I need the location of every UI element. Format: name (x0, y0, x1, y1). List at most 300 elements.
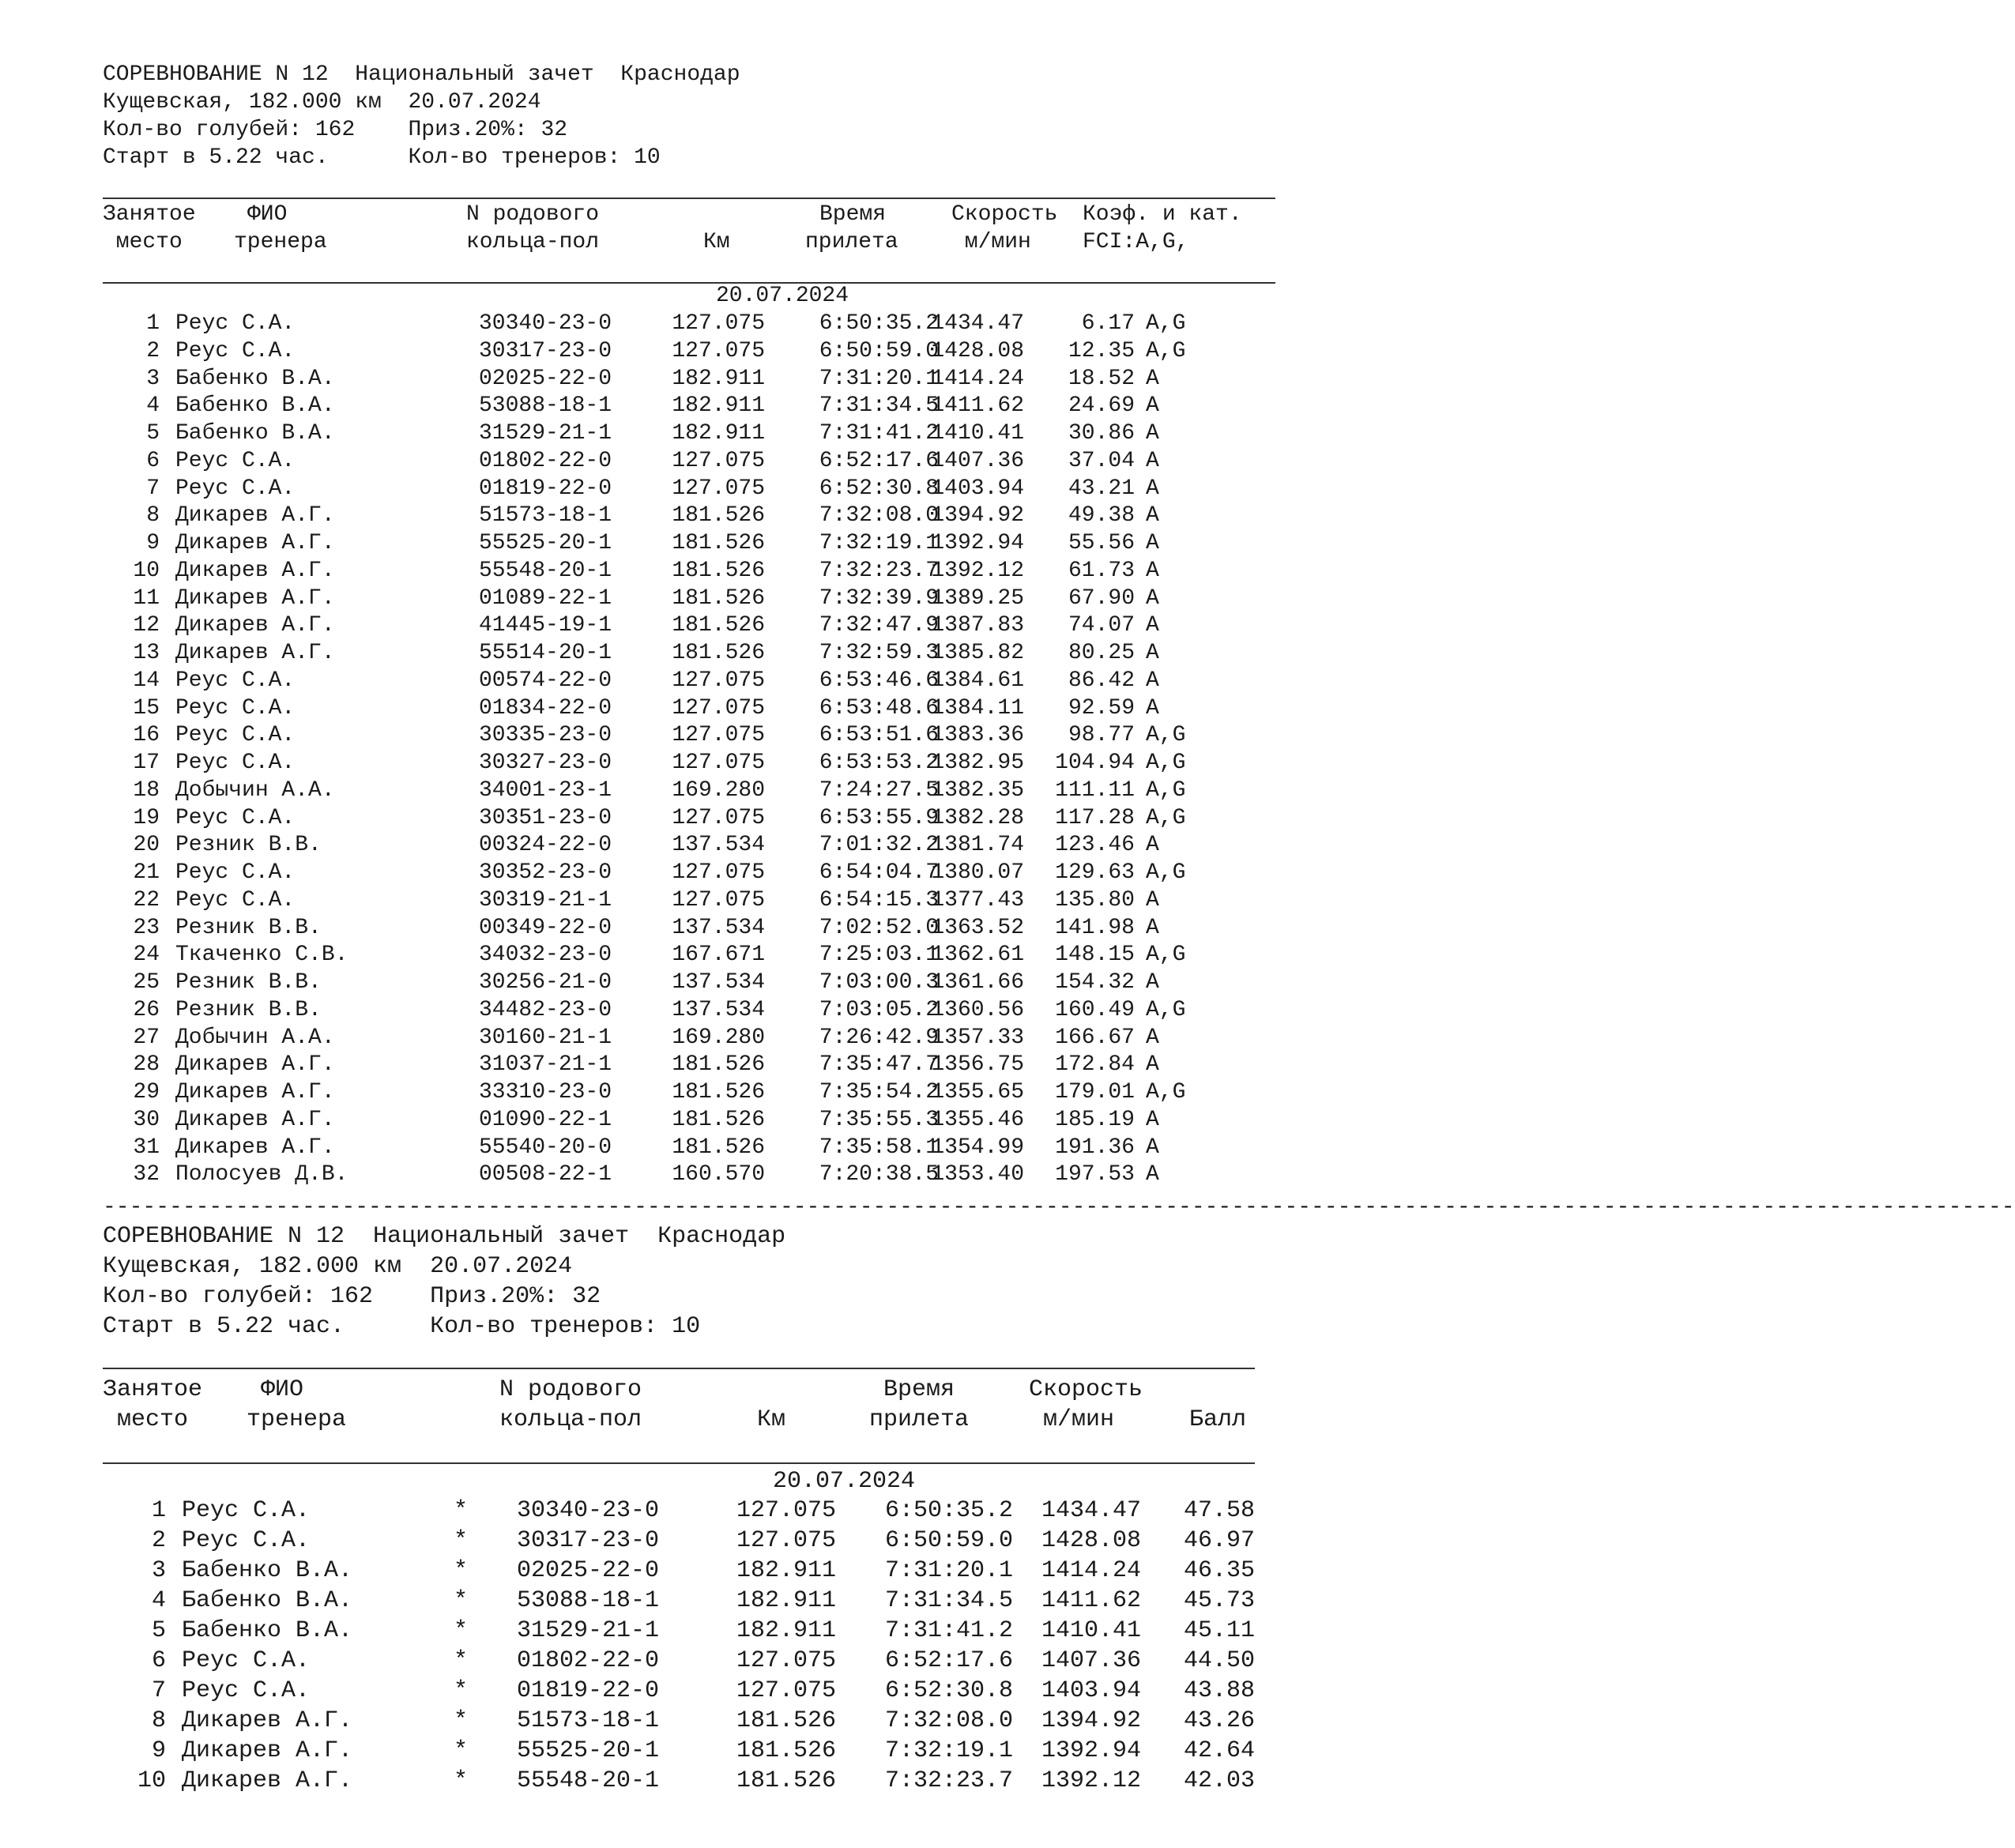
cell-speed: 1382.35 (931, 777, 1024, 803)
cell-place: 26 (133, 997, 160, 1022)
col-coef-1: Коэф. и кат. (1083, 202, 1242, 227)
header-start: Старт в 5.22 час. Кол-во тренеров: 10 (103, 1313, 701, 1340)
cell-place: 18 (133, 777, 160, 803)
table-row (0, 1647, 1307, 1674)
cell-ring: 55548-20-1 (479, 558, 612, 583)
cell-name: Добычин А.А. (175, 1025, 335, 1050)
cell-ring: 53088-18-1 (517, 1587, 660, 1614)
cell-coef: 148.15 (1055, 943, 1135, 968)
cell-time: 7:32:59.3 (819, 641, 939, 665)
cell-ring: 02025-22-0 (517, 1557, 660, 1584)
cell-speed: 1411.62 (1041, 1587, 1141, 1614)
cell-coef: 111.11 (1055, 777, 1135, 803)
cell-speed: 1414.24 (1041, 1557, 1141, 1584)
cell-km: 182.911 (736, 1617, 836, 1644)
cell-speed: 1363.52 (931, 915, 1024, 940)
cell-time: 7:31:34.5 (819, 393, 939, 419)
cell-speed: 1353.40 (931, 1162, 1024, 1187)
cell-coef: 104.94 (1055, 751, 1135, 775)
cell-cat: A (1146, 641, 1159, 665)
table-row (0, 338, 1307, 365)
cell-cat: A (1146, 887, 1159, 913)
cell-speed: 1361.66 (931, 970, 1024, 995)
cell-ring: 30317-23-0 (517, 1527, 660, 1554)
cell-ring: 30340-23-0 (479, 311, 612, 336)
cell-coef: 86.42 (1068, 668, 1135, 693)
table-row (0, 777, 1307, 804)
cell-ring: 34482-23-0 (479, 997, 612, 1022)
cell-name: Дикарев А.Г. (175, 1107, 335, 1132)
cell-speed: 1381.74 (931, 833, 1024, 858)
cell-speed: 1362.61 (931, 943, 1024, 968)
cell-name: Реус С.А. (182, 1497, 311, 1524)
cell-place: 1 (146, 311, 160, 336)
cell-km: 181.526 (672, 585, 765, 611)
cell-cat: A (1146, 421, 1159, 446)
cell-time: 6:53:51.6 (819, 723, 939, 748)
col-name-1: ФИО (261, 1376, 304, 1403)
table-row (0, 1025, 1307, 1052)
cell-speed: 1403.94 (931, 476, 1024, 501)
cell-speed: 1354.99 (931, 1135, 1024, 1160)
col-place-1: Занятое (103, 202, 196, 227)
cell-speed: 1377.43 (931, 887, 1024, 913)
cell-km: 127.075 (672, 805, 765, 830)
cell-time: 7:35:54.2 (819, 1080, 939, 1105)
cell-name: Добычин А.А. (175, 777, 335, 803)
cell-place: 31 (133, 1135, 160, 1160)
cell-km: 160.570 (672, 1162, 765, 1187)
cell-coef: 18.52 (1068, 366, 1135, 391)
cell-speed: 1394.92 (1041, 1707, 1141, 1734)
cell-coef: 80.25 (1068, 641, 1135, 665)
cell-km: 127.075 (672, 887, 765, 913)
cell-coef: 141.98 (1055, 915, 1135, 940)
cell-place: 4 (151, 1587, 166, 1614)
cell-name: Реус С.А. (175, 448, 296, 473)
cell-km: 169.280 (672, 777, 765, 803)
cell-km: 127.075 (736, 1527, 836, 1554)
header-title: СОРЕВНОВАНИЕ N 12 Национальный зачет Краснодар (103, 1223, 786, 1250)
cell-name: Резник В.В. (175, 997, 322, 1022)
cell-place: 19 (133, 805, 160, 830)
cell-km: 181.526 (672, 558, 765, 583)
cell-name: Полосуев Д.В. (175, 1162, 348, 1187)
cell-time: 6:52:17.6 (884, 1647, 1013, 1674)
cell-place: 24 (133, 943, 160, 968)
cell-cat: A (1146, 1162, 1159, 1187)
cell-score: 46.35 (1183, 1557, 1255, 1584)
table-row (0, 722, 1307, 749)
cell-name: Бабенко В.А. (175, 421, 335, 446)
cell-ring: 30327-23-0 (479, 751, 612, 775)
table-row (0, 448, 1307, 475)
cell-km: 137.534 (672, 970, 765, 995)
cell-coef: 49.38 (1068, 503, 1135, 529)
cell-speed: 1382.95 (931, 751, 1024, 775)
cell-ring: 01802-22-0 (479, 448, 612, 473)
cell-km: 182.911 (736, 1587, 836, 1614)
cell-coef: 24.69 (1068, 393, 1135, 419)
header-bottom-rule (103, 282, 1275, 284)
cell-cat: A (1146, 915, 1159, 940)
cell-speed: 1410.41 (1041, 1617, 1141, 1644)
table-row (0, 997, 1307, 1024)
cell-ring: 51573-18-1 (479, 503, 612, 529)
table-row (0, 585, 1307, 612)
cell-time: 6:53:55.9 (819, 805, 939, 830)
header-top-rule (103, 1368, 1255, 1369)
cell-cat: A (1146, 833, 1159, 858)
cell-speed: 1356.75 (931, 1052, 1024, 1078)
header-bottom-rule (103, 1462, 1255, 1464)
cell-time: 6:50:59.0 (884, 1527, 1013, 1554)
cell-cat: A,G (1146, 338, 1186, 363)
table-row (0, 1052, 1307, 1078)
cell-km: 169.280 (672, 1025, 765, 1050)
table-row (0, 1767, 1307, 1794)
table-row (0, 1527, 1307, 1554)
cell-place: 3 (146, 366, 160, 391)
cell-ring: 01834-22-0 (479, 695, 612, 721)
col-time-2: прилета (869, 1406, 970, 1433)
cell-speed: 1411.62 (931, 393, 1024, 419)
cell-place: 6 (146, 448, 160, 473)
cell-coef: 179.01 (1055, 1080, 1135, 1105)
cell-name: Реус С.А. (175, 695, 296, 721)
cell-km: 127.075 (672, 751, 765, 775)
cell-speed: 1434.47 (1041, 1497, 1141, 1524)
cell-name: Дикарев А.Г. (175, 1052, 335, 1078)
cell-place: 9 (151, 1737, 166, 1764)
cell-ring: 30160-21-1 (479, 1025, 612, 1050)
cell-name: Реус С.А. (182, 1677, 311, 1704)
cell-km: 127.075 (672, 668, 765, 693)
table-row (0, 530, 1307, 557)
cell-coef: 154.32 (1055, 970, 1135, 995)
cell-time: 7:35:58.1 (819, 1135, 939, 1160)
cell-place: 1 (151, 1497, 166, 1524)
table-row (0, 612, 1307, 639)
table-row (0, 860, 1307, 886)
cell-coef: 191.36 (1055, 1135, 1135, 1160)
cell-cat: A (1146, 476, 1159, 501)
cell-km: 127.075 (672, 448, 765, 473)
cell-time: 7:24:27.5 (819, 777, 939, 803)
table-date: 20.07.2024 (773, 1468, 916, 1495)
col-score: Балл (1189, 1406, 1247, 1433)
header-top-rule (103, 198, 1275, 199)
cell-speed: 1403.94 (1041, 1677, 1141, 1704)
cell-coef: 37.04 (1068, 448, 1135, 473)
cell-mark: * (454, 1677, 469, 1704)
cell-place: 15 (133, 695, 160, 721)
cell-speed: 1392.94 (1041, 1737, 1141, 1764)
cell-place: 2 (146, 338, 160, 363)
cell-name: Дикарев А.Г. (175, 503, 335, 529)
cell-place: 3 (151, 1557, 166, 1584)
cell-cat: A (1146, 668, 1159, 693)
cell-km: 127.075 (736, 1497, 836, 1524)
cell-speed: 1382.28 (931, 805, 1024, 830)
table-row (0, 1677, 1307, 1704)
cell-speed: 1392.94 (931, 531, 1024, 555)
table-row (0, 1497, 1307, 1524)
col-km: Км (757, 1406, 786, 1433)
cell-time: 7:02:52.0 (819, 915, 939, 940)
cell-ring: 30340-23-0 (517, 1497, 660, 1524)
table-row (0, 311, 1307, 337)
table-row (0, 750, 1307, 777)
cell-speed: 1357.33 (931, 1025, 1024, 1050)
table-row (0, 832, 1307, 859)
table-row (0, 1079, 1307, 1106)
cell-name: Дикарев А.Г. (182, 1737, 353, 1764)
table-row (0, 969, 1307, 996)
table-row (0, 420, 1307, 447)
cell-time: 6:52:30.8 (819, 476, 939, 501)
cell-cat: A (1146, 695, 1159, 721)
cell-place: 9 (146, 531, 160, 555)
cell-coef: 197.53 (1055, 1162, 1135, 1187)
cell-cat: A (1146, 1025, 1159, 1050)
table-row (0, 393, 1307, 420)
cell-place: 30 (133, 1107, 160, 1132)
cell-name: Резник В.В. (175, 833, 322, 858)
table-date: 20.07.2024 (716, 284, 849, 308)
cell-name: Бабенко В.А. (182, 1557, 353, 1584)
cell-place: 10 (133, 558, 160, 583)
cell-mark: * (454, 1647, 469, 1674)
cell-ring: 33310-23-0 (479, 1080, 612, 1105)
cell-mark: * (454, 1497, 469, 1524)
cell-name: Дикарев А.Г. (175, 531, 335, 555)
cell-coef: 55.56 (1068, 531, 1135, 555)
cell-place: 32 (133, 1162, 160, 1187)
cell-time: 6:54:04.7 (819, 860, 939, 885)
cell-km: 181.526 (672, 1052, 765, 1078)
cell-place: 16 (133, 723, 160, 748)
cell-km: 127.075 (672, 338, 765, 363)
cell-coef: 172.84 (1055, 1052, 1135, 1078)
table-row (0, 942, 1307, 969)
cell-name: Бабенко В.А. (175, 366, 335, 391)
cell-km: 127.075 (672, 311, 765, 336)
cell-score: 46.97 (1183, 1527, 1255, 1554)
cell-place: 4 (146, 393, 160, 419)
cell-km: 182.911 (672, 393, 765, 419)
cell-coef: 92.59 (1068, 695, 1135, 721)
cell-speed: 1434.47 (931, 311, 1024, 336)
cell-ring: 55514-20-1 (479, 641, 612, 665)
cell-cat: A,G (1146, 860, 1186, 885)
cell-place: 28 (133, 1052, 160, 1078)
cell-name: Резник В.В. (175, 915, 322, 940)
section-separator: ------------------------------------------------------------------------------------------------------------------------------------------------ (103, 1195, 2015, 1220)
cell-time: 7:32:47.9 (819, 613, 939, 638)
cell-score: 47.58 (1183, 1497, 1255, 1524)
table-row (0, 476, 1307, 502)
cell-name: Дикарев А.Г. (175, 1135, 335, 1160)
cell-time: 7:31:20.1 (884, 1557, 1013, 1584)
cell-time: 6:54:15.3 (819, 887, 939, 913)
cell-time: 6:50:35.2 (884, 1497, 1013, 1524)
cell-place: 10 (137, 1767, 166, 1794)
cell-ring: 53088-18-1 (479, 393, 612, 419)
cell-coef: 160.49 (1055, 997, 1135, 1022)
cell-ring: 01089-22-1 (479, 585, 612, 611)
cell-speed: 1387.83 (931, 613, 1024, 638)
cell-coef: 61.73 (1068, 558, 1135, 583)
table-row (0, 1135, 1307, 1161)
cell-ring: 01802-22-0 (517, 1647, 660, 1674)
cell-km: 182.911 (672, 366, 765, 391)
cell-place: 17 (133, 751, 160, 775)
table-row (0, 915, 1307, 942)
header-counts: Кол-во голубей: 162 Приз.20%: 32 (103, 118, 568, 142)
cell-cat: A (1146, 1135, 1159, 1160)
cell-km: 127.075 (672, 860, 765, 885)
cell-score: 44.50 (1183, 1647, 1255, 1674)
cell-speed: 1394.92 (931, 503, 1024, 529)
cell-name: Реус С.А. (175, 751, 296, 775)
cell-ring: 34001-23-1 (479, 777, 612, 803)
cell-name: Бабенко В.А. (182, 1587, 353, 1614)
cell-time: 7:32:08.0 (819, 503, 939, 529)
cell-coef: 12.35 (1068, 338, 1135, 363)
table-row (0, 558, 1307, 585)
cell-time: 7:35:55.3 (819, 1107, 939, 1132)
cell-ring: 55525-20-1 (517, 1737, 660, 1764)
cell-cat: A,G (1146, 1080, 1186, 1105)
header-location: Кущевская, 182.000 км 20.07.2024 (103, 90, 541, 115)
cell-name: Дикарев А.Г. (182, 1707, 353, 1734)
cell-time: 7:25:03.1 (819, 943, 939, 968)
cell-ring: 30256-21-0 (479, 970, 612, 995)
header-counts: Кол-во голубей: 162 Приз.20%: 32 (103, 1283, 601, 1310)
cell-ring: 31529-21-1 (517, 1617, 660, 1644)
cell-cat: A (1146, 393, 1159, 419)
cell-cat: A (1146, 558, 1159, 583)
cell-ring: 30335-23-0 (479, 723, 612, 748)
cell-time: 6:53:46.6 (819, 668, 939, 693)
cell-km: 127.075 (672, 695, 765, 721)
cell-coef: 166.67 (1055, 1025, 1135, 1050)
table-row (0, 805, 1307, 832)
cell-place: 5 (146, 421, 160, 446)
cell-place: 12 (133, 613, 160, 638)
table-row (0, 1107, 1307, 1134)
cell-place: 20 (133, 833, 160, 858)
table-row (0, 887, 1307, 914)
cell-speed: 1392.12 (931, 558, 1024, 583)
cell-ring: 41445-19-1 (479, 613, 612, 638)
cell-ring: 31037-21-1 (479, 1052, 612, 1078)
cell-km: 137.534 (672, 915, 765, 940)
cell-place: 8 (146, 503, 160, 529)
cell-coef: 6.17 (1081, 311, 1135, 336)
cell-speed: 1428.08 (1041, 1527, 1141, 1554)
cell-name: Бабенко В.А. (175, 393, 335, 419)
col-speed-1: Скорость (1029, 1376, 1143, 1403)
cell-time: 6:50:59.0 (819, 338, 939, 363)
cell-km: 182.911 (672, 421, 765, 446)
cell-speed: 1414.24 (931, 366, 1024, 391)
cell-ring: 00349-22-0 (479, 915, 612, 940)
cell-speed: 1355.65 (931, 1080, 1024, 1105)
cell-place: 25 (133, 970, 160, 995)
cell-km: 181.526 (736, 1767, 836, 1794)
cell-ring: 55540-20-0 (479, 1135, 612, 1160)
col-ring-1: N родового (466, 202, 600, 227)
cell-km: 167.671 (672, 943, 765, 968)
cell-name: Реус С.А. (175, 887, 296, 913)
cell-time: 7:31:41.2 (819, 421, 939, 446)
cell-score: 43.88 (1183, 1677, 1255, 1704)
cell-km: 181.526 (736, 1707, 836, 1734)
cell-name: Бабенко В.А. (182, 1617, 353, 1644)
cell-coef: 74.07 (1068, 613, 1135, 638)
cell-speed: 1360.56 (931, 997, 1024, 1022)
header-title: СОРЕВНОВАНИЕ N 12 Национальный зачет Краснодар (103, 62, 740, 87)
cell-ring: 34032-23-0 (479, 943, 612, 968)
cell-time: 6:52:17.6 (819, 448, 939, 473)
cell-time: 7:20:38.5 (819, 1162, 939, 1187)
table-row (0, 1617, 1307, 1644)
cell-time: 7:01:32.2 (819, 833, 939, 858)
cell-cat: A,G (1146, 997, 1186, 1022)
cell-place: 23 (133, 915, 160, 940)
cell-coef: 30.86 (1068, 421, 1135, 446)
table-row (0, 1737, 1307, 1764)
cell-ring: 02025-22-0 (479, 366, 612, 391)
cell-coef: 129.63 (1055, 860, 1135, 885)
cell-cat: A (1146, 585, 1159, 611)
cell-time: 6:50:35.2 (819, 311, 939, 336)
cell-cat: A,G (1146, 777, 1186, 803)
cell-place: 11 (133, 585, 160, 611)
cell-mark: * (454, 1737, 469, 1764)
cell-speed: 1385.82 (931, 641, 1024, 665)
cell-score: 42.64 (1183, 1737, 1255, 1764)
cell-score: 42.03 (1183, 1767, 1255, 1794)
cell-name: Реус С.А. (175, 476, 296, 501)
col-name-2: тренера (234, 230, 327, 254)
cell-cat: A,G (1146, 805, 1186, 830)
cell-ring: 55548-20-1 (517, 1767, 660, 1794)
cell-place: 14 (133, 668, 160, 693)
cell-mark: * (454, 1767, 469, 1794)
table-row (0, 1587, 1307, 1614)
cell-mark: * (454, 1707, 469, 1734)
cell-place: 27 (133, 1025, 160, 1050)
cell-km: 181.526 (672, 641, 765, 665)
cell-ring: 00508-22-1 (479, 1162, 612, 1187)
cell-time: 6:52:30.8 (884, 1677, 1013, 1704)
cell-place: 21 (133, 860, 160, 885)
cell-km: 137.534 (672, 997, 765, 1022)
cell-ring: 55525-20-1 (479, 531, 612, 555)
col-place-1: Занятое (103, 1376, 203, 1403)
cell-km: 181.526 (672, 1107, 765, 1132)
table-row (0, 668, 1307, 694)
cell-cat: A (1146, 1052, 1159, 1078)
cell-time: 7:31:41.2 (884, 1617, 1013, 1644)
cell-coef: 43.21 (1068, 476, 1135, 501)
cell-km: 181.526 (672, 503, 765, 529)
cell-mark: * (454, 1617, 469, 1644)
cell-speed: 1407.36 (1041, 1647, 1141, 1674)
